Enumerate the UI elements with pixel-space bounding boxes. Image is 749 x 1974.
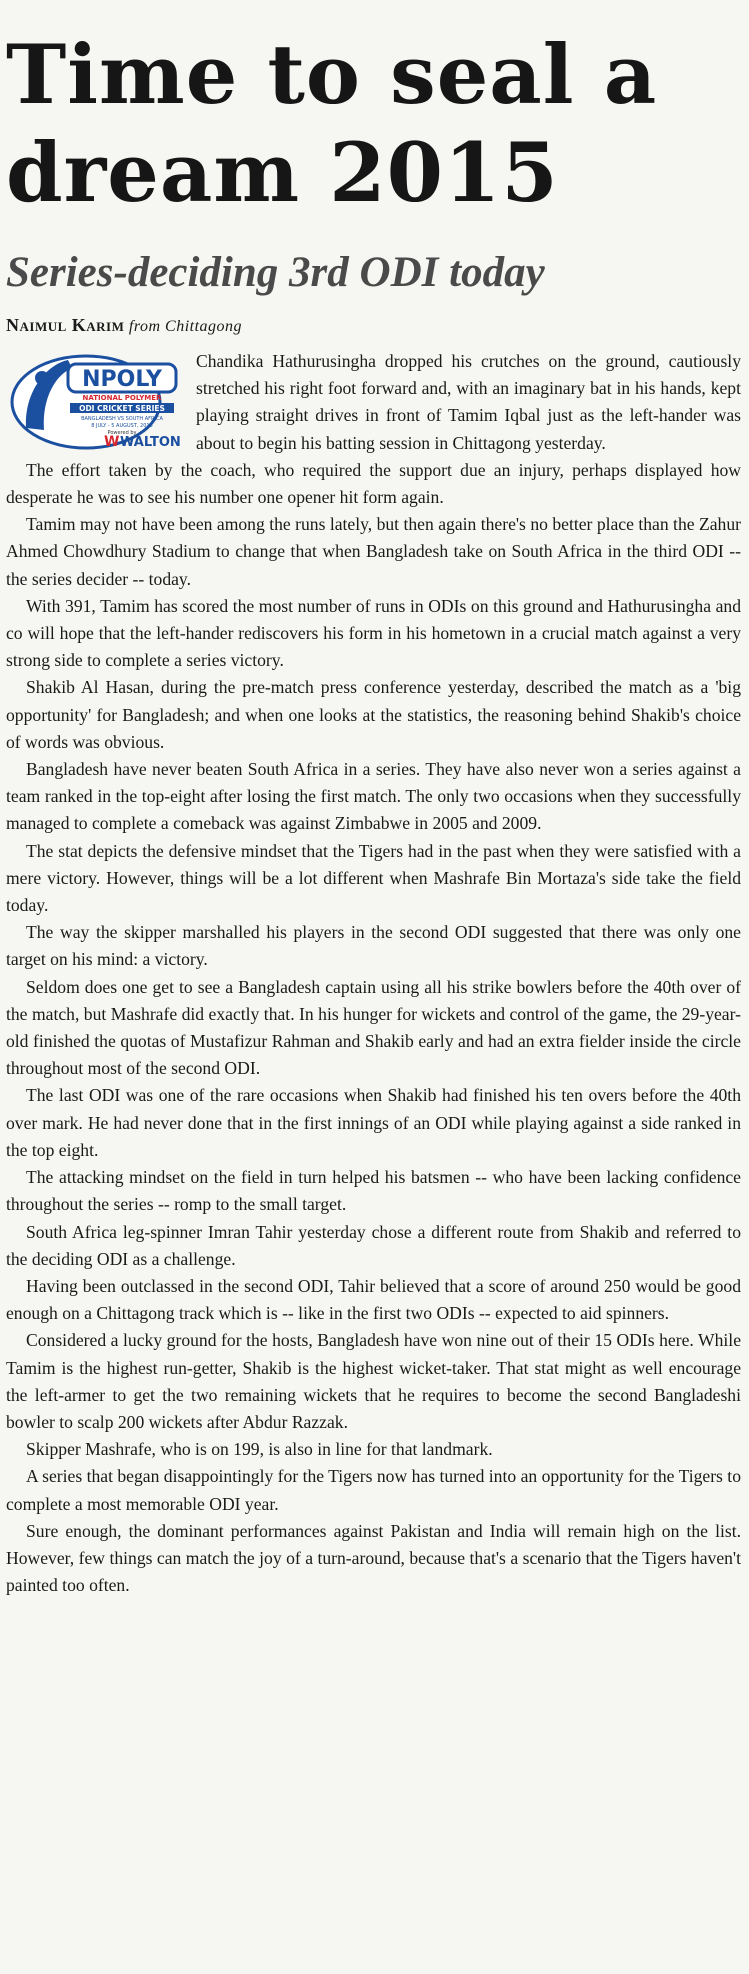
article-paragraph: The effort taken by the coach, who required the support due an injury, perhaps displayed how desperate he was to see his number one opener hit form again.	[6, 459, 741, 508]
logo-line-1: NATIONAL POLYMER	[82, 394, 162, 402]
article-paragraph: Considered a lucky ground for the hosts, Bangladesh have won nine out of their 15 ODIs here. While Tamim is the highest run-getter, Shakib is the highest wicket-taker. That stat might as well encourage the left-armer to get the two remaining wickets that he requires to become the second Bangladeshi bowler to scalp 200 wickets after Abdur Razzak.	[6, 1330, 741, 1432]
headline	[6, 27, 741, 223]
svg-text:W: W	[104, 434, 120, 450]
logo-line-3: BANGLADESH VS SOUTH AFRICA	[81, 416, 163, 422]
logo-brand: NPOLY	[82, 367, 162, 392]
logo-powered: Powered by	[107, 430, 137, 436]
article-paragraph: Having been outclassed in the second ODI, Tahir believed that a score of around 250 would be good enough on a Chittagong track which is -- like in the first two ODIs -- expected to aid spinners.	[6, 1275, 741, 1324]
article-paragraph: The last ODI was one of the rare occasions when Shakib had finished his ten overs before the 40th over mark. He had never done that in the first innings of an ODI while playing against a side ranked in the top eight.	[6, 1085, 741, 1160]
article-paragraph: Bangladesh have never beaten South Africa in a series. They have also never won a series against a team ranked in the top-eight after losing the first match. The only two occasions when they successfully managed to complete a comeback was against Zimbabwe in 2005 and 2009.	[6, 759, 741, 834]
paragraph-list	[6, 348, 741, 1599]
article-paragraph: The attacking mindset on the field in turn helped his batsmen -- who have been lacking confidence throughout the series -- romp to the small target.	[6, 1167, 741, 1215]
article-page	[0, 27, 749, 1974]
article-paragraph: Tamim may not have been among the runs lately, but then again there's no better place than the Zahur Ahmed Chowdhury Stadium to change that when Bangladesh take on South Africa in the third ODI -- the series decider -- today.	[6, 514, 741, 589]
article-paragraph: Skipper Mashrafe, who is on 199, is also in line for that landmark.	[26, 1439, 493, 1460]
headline-line-2: dream 2015	[6, 126, 559, 221]
logo-sponsor: WALTON	[120, 435, 181, 450]
series-logo	[8, 350, 186, 450]
article-paragraph: The way the skipper marshalled his players in the second ODI suggested that there was only one target on his mind: a victory.	[6, 922, 741, 970]
article-paragraph: Sure enough, the dominant performances against Pakistan and India will remain high on the list. However, few things can match the joy of a turn-around, because that's a scenario that the Tigers haven't painted too often.	[6, 1520, 741, 1596]
logo-line-2: ODI CRICKET SERIES	[79, 404, 165, 413]
article-paragraph: Shakib Al Hasan, during the pre-match press conference yesterday, described the match as a 'big opportunity' for Bangladesh; and when one looks at the statistics, the reasoning behind Shakib's choice of words was obvious.	[6, 677, 741, 752]
author-name: Naimul Karim	[6, 315, 125, 335]
article-paragraph: The stat depicts the defensive mindset that the Tigers had in the past when they were satisfied with a mere victory. However, things will be a lot different when Mashrafe Bin Mortaza's side take the field today.	[6, 840, 741, 916]
article-paragraph: Seldom does one get to see a Bangladesh captain using all his strike bowlers before the 40th over of the match, but Mashrafe did exactly that. In his hunger for wickets and control of the game, the 29-year-old finished the quotas of Mustafizur Rahman and Shakib early and had an extra fielder inside the circle throughout most of the second ODI.	[6, 976, 741, 1079]
article-paragraph: A series that began disappointingly for the Tigers now has turned into an opportunity for the Tigers to complete a most memorable ODI year.	[6, 1466, 741, 1514]
article-body	[6, 348, 741, 1599]
article-paragraph: With 391, Tamim has scored the most number of runs in ODIs on this ground and Hathurusingha and co will hope that the left-hander rediscovers his form in his hometown in a crucial match against a very strong side to complete a series victory.	[6, 595, 741, 671]
dateline: from Chittagong	[128, 318, 243, 335]
byline	[6, 315, 741, 336]
article-paragraph: Chandika Hathurusingha dropped his crutches on the ground, cautiously stretched his right foot forward and, with an imaginary bat in his hands, kept playing straight drives in front of Tamim Iqbal just as the left-hander was about to begin his batting session in Chittagong yesterday.	[196, 351, 741, 453]
subheadline: Series-deciding 3rd ODI today	[6, 249, 545, 296]
headline-line-1: Time to seal a	[6, 28, 658, 123]
article-paragraph: South Africa leg-spinner Imran Tahir yesterday chose a different route from Shakib and referred to the deciding ODI as a challenge.	[6, 1221, 741, 1269]
logo-dates: 8 JULY - 5 AUGUST, 2015	[91, 423, 153, 429]
